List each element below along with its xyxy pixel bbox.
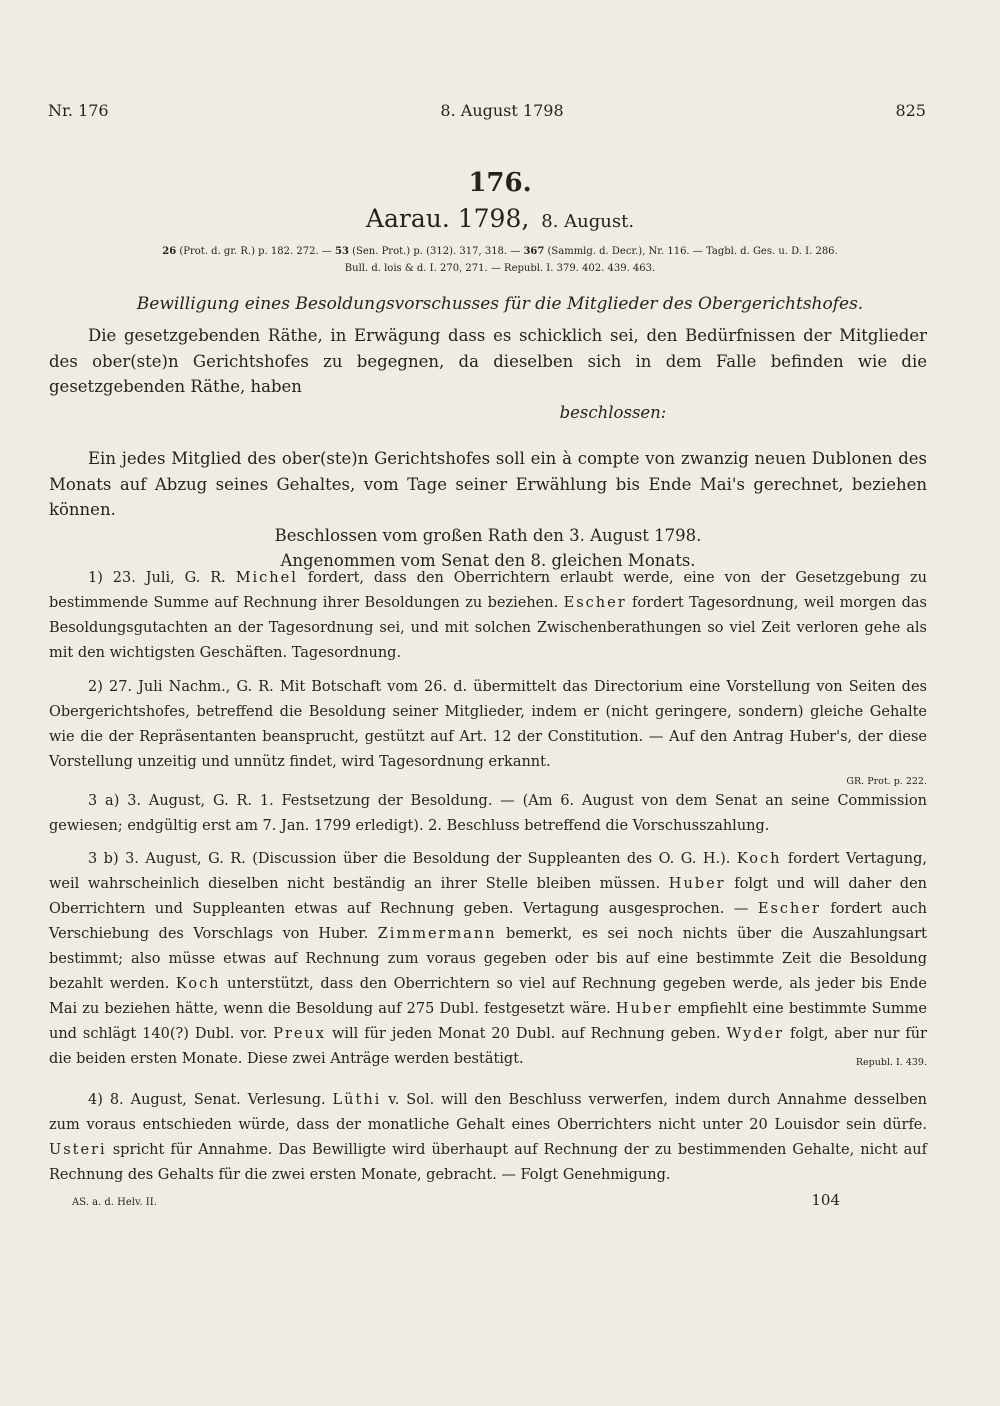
- note-3b-text-b: fordert Vertagung, weil wahrscheinlich dieselben nicht beständig an ihrer Stelle bleiben müssen.: [49, 851, 928, 892]
- notes-section: [49, 566, 927, 1188]
- note-3b-name-huber: Huber: [668, 876, 726, 892]
- resolved-label: beschlossen:: [559, 402, 667, 422]
- note-3b-text-f: unterstützt, dass den Oberrichtern so viel auf Rechnung gegeben werde, als jeder bis Ende Mai zu beziehen hätte, wenn die Besoldung auf 275 Dubl. festgesetzt wäre.: [49, 976, 928, 1017]
- document-heading: Bewilligung eines Besoldungsvorschusses für die Mitglieder des Obergerichtshofes.: [136, 294, 864, 314]
- note-3a: 3 a) 3. August, G. R. 1. Festsetzung der Besoldung. — (Am 6. August von dem Senat an seine Commission gewiesen; endgültig erst am 7. Jan. 1799 erledigt). 2. Beschluss betreffend die Vorschusszahlung.: [49, 793, 927, 834]
- source-text-1: (Prot. d. gr. R.) p. 182. 272. —: [176, 246, 335, 257]
- note-4-text-b: v. Sol. will den Beschluss verwerfen, indem durch Annahme desselben zum voraus entschieden würde, dass der monatliche Gehalt eines Oberrichters nicht unter 20 Louisdor sein dürfe.: [49, 1092, 927, 1133]
- place-date-line: [0, 204, 1000, 233]
- main-text: [49, 323, 927, 574]
- preamble-paragraph: Die gesetzgebenden Räthe, in Erwägung dass es schicklich sei, den Bedürfnissen der Mitglieder des ober(ste)n Gerichtshofes zu begegnen, da dieselben sich in dem Falle befinden wie die gesetzgebenden Räthe, haben: [49, 326, 927, 396]
- note-3b-text-e: bemerkt, es sei noch nichts über die Auszahlungsart bestimmt; also müsse etwas auf Rechnung zum voraus gegeben oder bis auf eine bestimmte Zeit die Besoldung bezahlt werden.: [49, 926, 927, 992]
- sources-line-2: Bull. d. lois & d. I. 270, 271. — Republ. I. 379. 402. 439. 463.: [344, 263, 656, 274]
- closing-line-1: Beschlossen vom großen Rath den 3. August 1798.: [274, 525, 702, 545]
- note-3b-name-huber-2: Huber: [615, 1001, 673, 1017]
- date-day: 8. August.: [541, 211, 635, 232]
- note-1: [49, 566, 927, 666]
- note-3b-text-a: 3 b) 3. August, G. R. (Discussion über die Besoldung der Suppleanten des O. G. H.).: [88, 851, 737, 867]
- source-num-2: 53: [335, 246, 349, 257]
- sources-line-1: [80, 243, 920, 260]
- note-3b-name-preux: Preux: [273, 1026, 326, 1042]
- note-3b-text-g: empfiehlt eine bestimmte Summe und schlägt 140(?) Dubl. vor.: [49, 1001, 927, 1042]
- source-num-1: 26: [162, 246, 177, 257]
- source-references: [80, 243, 920, 277]
- footer-signature-number: 104: [811, 1191, 840, 1209]
- document-number: 176.: [468, 168, 532, 198]
- note-3b-text-i: folgt, aber nur für die beiden ersten Monate. Diese zwei Anträge werden bestätigt.: [49, 1026, 927, 1067]
- note-3b-text-c: folgt und will daher den Oberrichtern und Suppleanten etwas auf Rechnung geben. Vertagung ausgesprochen. —: [49, 876, 927, 917]
- note-3b-text-d: fordert auch Verschiebung des Vorschlags von Huber.: [49, 901, 928, 942]
- note-1-text-b: fordert, dass den Oberrichtern erlaubt werde, eine von der Gesetzgebung zu bestimmende Summe auf Rechnung ihrer Besoldungen zu beziehen.: [49, 570, 927, 611]
- closing-line-2: Angenommen vom Senat den 8. gleichen Monats.: [280, 551, 696, 570]
- note-2-reference: GR. Prot. p. 222.: [846, 776, 927, 787]
- place-year: Aarau. 1798,: [365, 204, 530, 233]
- source-text-3: (Sammlg. d. Decr.), Nr. 116. — Tagbl. d. Ges. u. D. I. 286.: [544, 246, 838, 257]
- note-4-text-a: 4) 8. August, Senat. Verlesung.: [88, 1092, 333, 1108]
- note-2: 2) 27. Juli Nachm., G. R. Mit Botschaft vom 26. d. übermittelt das Directorium eine Vorstellung von Seiten des Obergerichtshofes, betreffend die Besoldung seiner Mitglieder, indem er (nicht geringere, sondern) gleiche Gehalte wie die der Repräsentanten beansprucht, gestützt auf Art. 12 der Constitution. — Auf den Antrag Huber's, der diese Vorstellung unzeitig und unnütz findet, wird Tagesordnung erkannt.: [49, 679, 927, 770]
- note-3b-name-escher: Escher: [757, 901, 821, 917]
- note-4-name-luthi: Lüthi: [332, 1092, 382, 1108]
- header-date: 8. August 1798: [440, 101, 564, 120]
- note-3b: [49, 847, 927, 1072]
- note-1-name-escher: Escher: [563, 595, 627, 611]
- note-4-text-c: spricht für Annahme. Das Bewilligte wird überhaupt auf Rechnung der zu bestimmenden Gehalte, nicht auf Rechnung des Gehalts für die zwei ersten Monate, gebracht. — Folgt Genehmigung.: [49, 1142, 927, 1183]
- note-1-text-a: 1) 23. Juli, G. R.: [88, 570, 236, 586]
- footer-abbreviation: AS. a. d. Helv. II.: [72, 1197, 157, 1208]
- header-page-number: 825: [895, 101, 926, 120]
- note-3b-name-wyder: Wyder: [726, 1026, 785, 1042]
- note-4: [49, 1088, 927, 1188]
- note-3b-name-koch-2: Koch: [175, 976, 221, 992]
- source-num-3: 367: [523, 246, 545, 257]
- decree-paragraph: Ein jedes Mitglied des ober(ste)n Gerichtshofes soll ein à compte von zwanzig neuen Dublonen des Monats auf Abzug seines Gehaltes, vom Tage seiner Erwählung bis Ende Mai's gerechnet, beziehen können.: [49, 449, 927, 519]
- note-1-text-c: fordert Tagesordnung, weil morgen das Besoldungsgutachten an der Tagesordnung sei, und mit solchen Zwischenberathungen so viel Zeit verloren gehe als mit den wichtigsten Geschäften. Tagesordnung.: [49, 595, 927, 661]
- note-3b-text-h: will für jeden Monat 20 Dubl. auf Rechnung geben.: [325, 1026, 727, 1042]
- note-1-name-michel: Michel: [235, 570, 298, 586]
- note-3b-reference: Republ. I. 439.: [855, 1057, 927, 1068]
- header-doc-number: Nr. 176: [48, 101, 109, 120]
- source-text-2: (Sen. Prot.) p. (312). 317, 318. —: [348, 246, 524, 257]
- note-3b-name-zimmermann: Zimmermann: [377, 926, 497, 942]
- page-footer: [72, 1191, 850, 1209]
- running-header: [48, 101, 926, 120]
- note-3b-name-koch: Koch: [736, 851, 782, 867]
- note-4-name-usteri: Usteri: [49, 1142, 107, 1158]
